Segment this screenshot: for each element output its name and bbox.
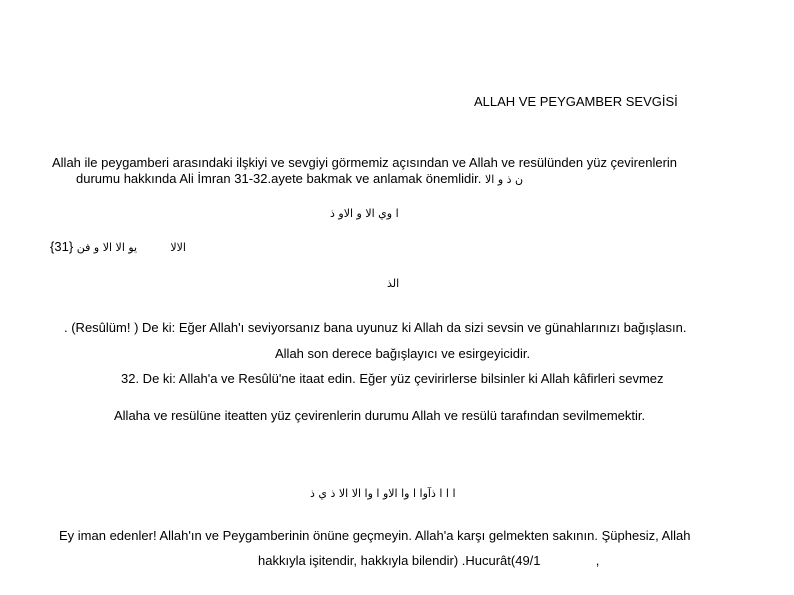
intro-line-1: Allah ile peygamberi arasındaki ilşkiyi ve sevgiyi görmemiz açısından ve Allah ve resülünden yüz çevirenlerin [52,155,678,170]
hucurat-tail: , [595,553,600,568]
intro-line-2-text: durumu hakkında Ali İmran 31-32.ayete bakmak ve anlamak önemlidir. [76,171,482,186]
translation-line-2: Allah son derece bağışlayıcı ve esirgeyicidir. [275,346,531,361]
hucurat-line-2 [258,553,599,569]
intro-arabic-tail: ن ذ و الا [485,173,524,186]
arabic-line-2-left: الالا [170,241,186,254]
arabic-line-2 [50,239,186,256]
arabic-line-4: ا ا ا ذآوا ا وا الاو ا وا الا الا ذ ي ذ [310,487,456,500]
arabic-line-1: ا وي الا و الاو ذ [330,207,399,220]
translation-line-3: 32. De ki: Allah'a ve Resûlü'ne itaat edin. Eğer yüz çevirirlerse bilsinler ki Allah kâfirleri sevmez [121,371,664,386]
verse-number: {31} [50,239,74,254]
hucurat-line-2-text: hakkıyla işitendir, hakkıyla bilendir) .Hucurât(49/1 [258,553,541,568]
slide-title: ALLAH VE PEYGAMBER SEVGİSİ [474,94,678,109]
intro-line-2 [76,171,523,188]
hucurat-line-1: Ey iman edenler! Allah'ın ve Peygamberinin önüne geçmeyin. Allah'a karşı gelmekten sakının. Şüphesiz, Allah [59,528,691,543]
summary-line: Allaha ve resülüne iteatten yüz çevirenlerin durumu Allah ve resülü tarafından sevilmemektir. [114,408,646,423]
arabic-line-2-mid: يو الا الا و فن [76,241,138,254]
arabic-line-3: الذ [387,277,400,290]
translation-line-1: . (Resûlüm! ) De ki: Eğer Allah'ı seviyorsanız bana uyunuz ki Allah da sizi sevsin ve günahlarınızı bağışlasın. [64,320,687,335]
